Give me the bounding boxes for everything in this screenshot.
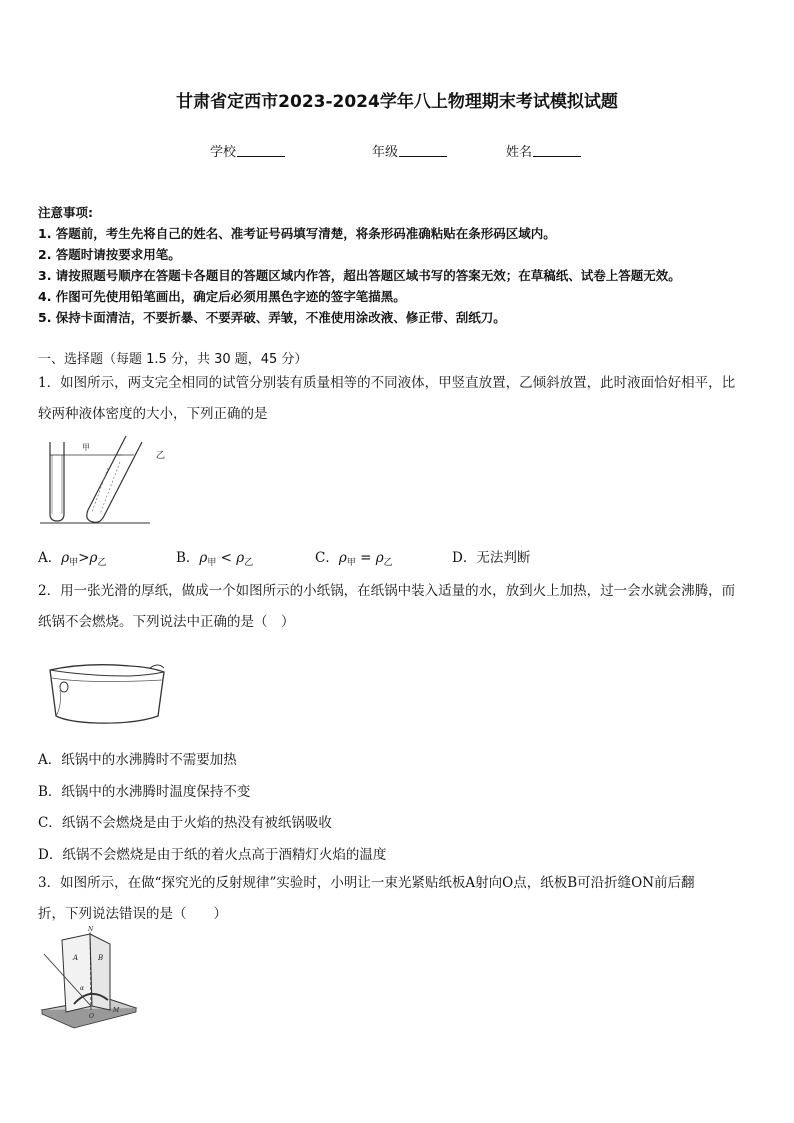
note-item: 4. 作图可先使用铅笔画出，确定后必须用黑色字迹的签字笔描黑。 [38, 289, 406, 304]
question-1-option-d[interactable]: D．无法判断 [452, 550, 531, 566]
grade-label: 年级 [372, 145, 399, 160]
school-blank[interactable] [237, 144, 285, 157]
label-a: A [73, 954, 79, 962]
label-b: B [98, 954, 104, 962]
school-field[interactable] [210, 141, 285, 160]
label-o: O [89, 1013, 94, 1020]
section-heading: 一、选择题（每题 1.5 分，共 30 题，45 分） [38, 352, 308, 367]
note-item: 5. 保持卡面清洁，不要折暴、不要弄破、弄皱，不准使用涂改液、修正带、刮纸刀。 [38, 310, 506, 325]
label-yi: 乙 [156, 451, 166, 461]
question-2-option-d[interactable]: D．纸锅不会燃烧是由于纸的着火点高于酒精灯火焰的温度 [38, 847, 387, 863]
question-2-line1: 2．用一张光滑的厚纸，做成一个如图所示的小纸锅，在纸锅中装入适量的水，放到火上加热，过一会水就会沸腾，而 [38, 583, 736, 599]
school-label: 学校 [210, 145, 237, 160]
reflection-figure [40, 928, 140, 1032]
label-alpha: α [80, 985, 85, 992]
question-2-option-a[interactable]: A．纸锅中的水沸腾时不需要加热 [38, 752, 237, 768]
question-2-stem [38, 576, 758, 638]
paper-pot-figure [46, 660, 170, 726]
notes-heading: 注意事项: [38, 205, 93, 220]
question-1-stem [38, 368, 758, 430]
name-label: 姓名 [506, 145, 533, 160]
label-jia: 甲 [82, 443, 90, 452]
question-1-line1: 1．如图所示，两支完全相同的试管分别装有质量相等的不同液体，甲竖直放置，乙倾斜放置，此时液面恰好相平，比 [38, 375, 736, 391]
page-title: 甘肃省定西市2023-2024学年八上物理期末考试模拟试题 [176, 92, 618, 112]
name-field[interactable] [506, 141, 581, 160]
name-blank[interactable] [533, 144, 581, 157]
question-1-option-c[interactable]: C．$\rho_甲 = \rho_乙$ [315, 550, 393, 568]
question-3-line1: 3．如图所示，在做“探究光的反射规律”实验时，小明让一束光紧贴纸板A射向O点，纸板B可沿折缝ON前后翻 [38, 875, 695, 891]
question-1-option-b[interactable]: B．$\rho_甲 < \rho_乙$ [176, 550, 254, 568]
question-3-line2: 折，下列说法错误的是（ ） [38, 906, 227, 922]
question-2-option-b[interactable]: B．纸锅中的水沸腾时温度保持不变 [38, 784, 251, 800]
grade-blank[interactable] [399, 144, 447, 157]
note-item: 2. 答题时请按要求用笔。 [38, 247, 181, 262]
note-item: 1. 答题前，考生先将自己的姓名、准考证号码填写清楚，将条形码准确粘贴在条形码区域内。 [38, 226, 556, 241]
label-n: N [88, 926, 94, 933]
label-m: M [113, 1007, 120, 1014]
question-2-option-c[interactable]: C．纸锅不会燃烧是由于火焰的热没有被纸锅吸收 [38, 815, 332, 831]
question-3-stem [38, 868, 758, 930]
question-1-option-a[interactable]: A．$\rho_甲>\rho_乙$ [38, 550, 107, 568]
note-item: 3. 请按照题号顺序在答题卡各题目的答题区域内作答，超出答题区域书写的答案无效；在草稿纸、试卷上答题无效。 [38, 268, 681, 283]
test-tubes-figure [38, 436, 178, 528]
question-2-line2: 纸锅不会燃烧。下列说法中正确的是（ ） [38, 614, 295, 630]
question-1-line2: 较两种液体密度的大小，下列正确的是 [38, 406, 268, 422]
grade-field[interactable] [372, 141, 447, 160]
